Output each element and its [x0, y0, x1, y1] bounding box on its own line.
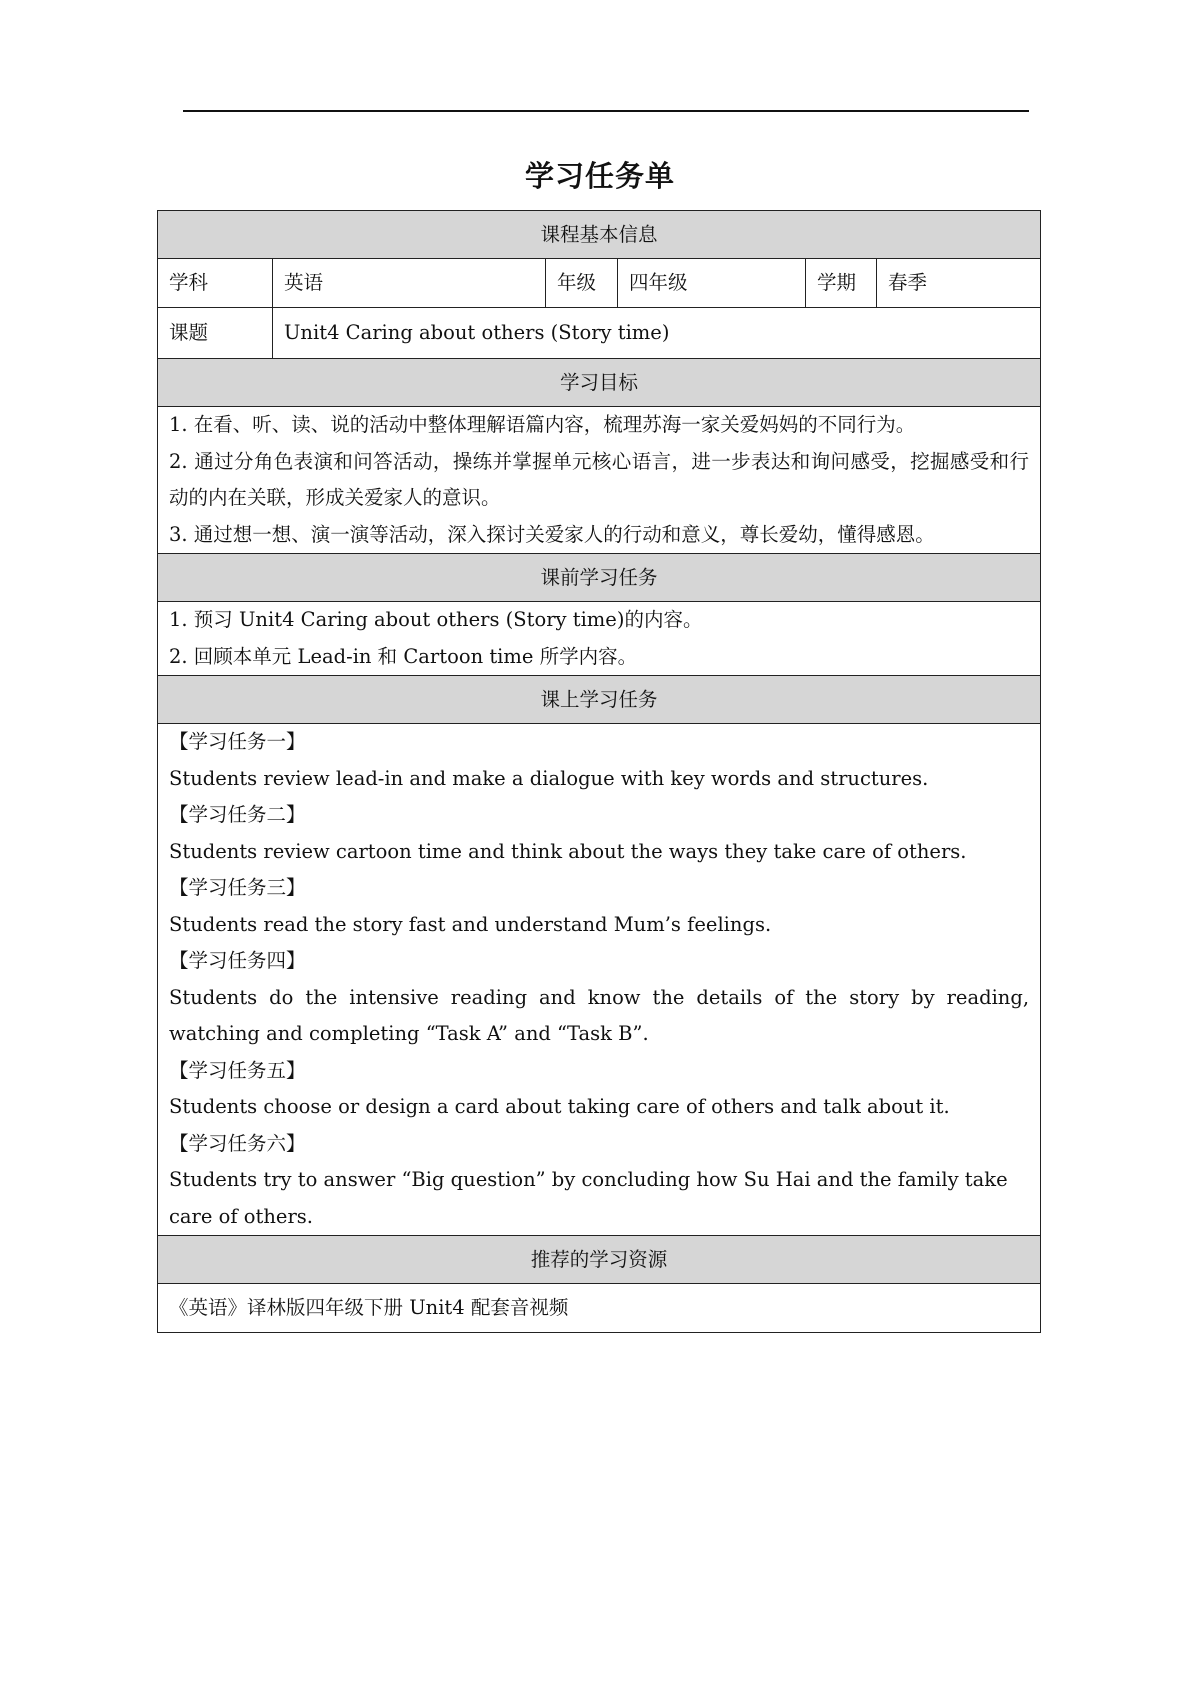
- resources-row: [158, 1284, 1041, 1333]
- task-text: Students read the story fast and understand Mum’s feelings.: [169, 912, 772, 936]
- term-label: 学期: [806, 259, 877, 308]
- section-basic-info: [158, 211, 1041, 259]
- section-header-pre-class: 课前学习任务: [158, 554, 1041, 602]
- task-title: 【学习任务二】: [169, 803, 306, 826]
- pre-class-row: [158, 602, 1041, 676]
- grade-label: 年级: [546, 259, 618, 308]
- objective-item: 1. 在看、听、读、说的活动中整体理解语篇内容，梳理苏海一家关爱妈妈的不同行为。: [169, 413, 916, 436]
- task-title: 【学习任务一】: [169, 730, 306, 753]
- task-text: Students review cartoon time and think about the ways they take care of others.: [169, 839, 967, 863]
- task-title: 【学习任务六】: [169, 1131, 306, 1155]
- basic-info-row: [158, 259, 1041, 308]
- subject-value: 英语: [273, 259, 546, 308]
- subject-label: 学科: [158, 259, 273, 308]
- task-text: Students try to answer “Big question” by concluding how Su Hai and the family take care of others.: [169, 1168, 1008, 1228]
- task-text: Students choose or design a card about taking care of others and talk about it.: [169, 1095, 950, 1118]
- task-text: Students review lead-in and make a dialogue with key words and structures.: [169, 766, 929, 790]
- in-class-content: [158, 724, 1041, 1236]
- term-value: 春季: [877, 259, 1041, 308]
- task-text: Students do the intensive reading and know the details of the story by reading, watching and completing “Task A” and “Task B”.: [169, 985, 1030, 1045]
- section-header-resources: 推荐的学习资源: [158, 1236, 1041, 1284]
- resource-item: 《英语》译林版四年级下册 Unit4 配套音视频: [158, 1284, 1041, 1333]
- section-objectives: [158, 359, 1041, 407]
- section-in-class: [158, 676, 1041, 724]
- header-rule: [183, 110, 1029, 112]
- topic-value: Unit4 Caring about others (Story time): [273, 308, 1041, 359]
- task-title: 【学习任务四】: [169, 949, 306, 972]
- pre-class-content: [158, 602, 1041, 676]
- section-header-basic-info: 课程基本信息: [158, 211, 1041, 259]
- pre-class-item: 2. 回顾本单元 Lead-in 和 Cartoon time 所学内容。: [169, 644, 638, 668]
- objective-item: 2. 通过分角色表演和问答活动，操练并掌握单元核心语言，进一步表达和询问感受，挖掘感受和行动的内在关联，形成关爱家人的意识。: [169, 449, 1030, 509]
- task-title: 【学习任务三】: [169, 876, 306, 899]
- section-header-in-class: 课上学习任务: [158, 676, 1041, 724]
- grade-value: 四年级: [618, 259, 806, 308]
- topic-label: 课题: [158, 308, 273, 359]
- section-resources: [158, 1236, 1041, 1284]
- in-class-row: [158, 724, 1041, 1236]
- objectives-row: [158, 407, 1041, 554]
- objective-item: 3. 通过想一想、演一演等活动，深入探讨关爱家人的行动和意义，尊长爱幼，懂得感恩。: [169, 522, 935, 546]
- objectives-content: [158, 407, 1041, 554]
- section-pre-class: [158, 554, 1041, 602]
- section-header-objectives: 学习目标: [158, 359, 1041, 407]
- task-sheet-table: [157, 210, 1041, 1333]
- topic-row: [158, 308, 1041, 359]
- task-title: 【学习任务五】: [169, 1058, 306, 1082]
- document-title: 学习任务单: [524, 159, 675, 193]
- pre-class-item: 1. 预习 Unit4 Caring about others (Story time)的内容。: [169, 608, 703, 631]
